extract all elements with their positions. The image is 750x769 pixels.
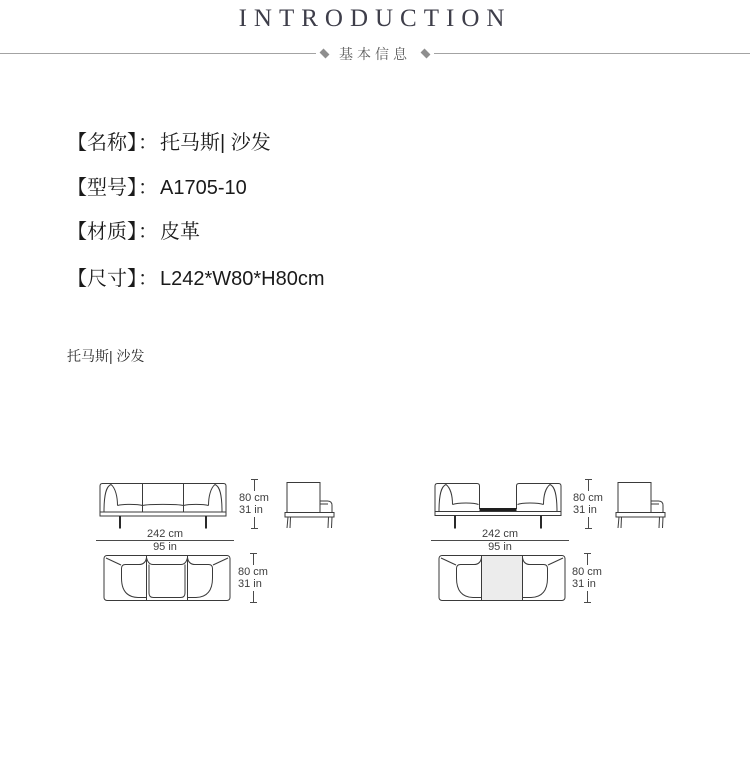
- height-in-label: 31 in: [573, 504, 597, 516]
- spec-colon: ：: [138, 132, 158, 154]
- height-in-label: 31 in: [239, 504, 263, 516]
- height-dimension: [570, 553, 604, 603]
- sofa-front-elevation: [96, 478, 230, 530]
- spec-label: 【尺寸】: [67, 268, 137, 290]
- height-cm-label: 80 cm: [239, 492, 269, 504]
- dimension-tick: [584, 602, 591, 603]
- sofa-with-table-top-view: [435, 552, 569, 604]
- sofa-side-elevation: [281, 480, 339, 529]
- dimension-line: [588, 517, 589, 528]
- height-dimension: [571, 479, 605, 529]
- spec-label: 【名称】: [67, 132, 137, 154]
- spec-value: 皮革: [160, 221, 200, 243]
- spec-colon: ：: [138, 268, 158, 290]
- spec-colon: ：: [138, 221, 158, 243]
- height-dimension: [237, 479, 271, 529]
- length-in-label: 95 in: [153, 541, 177, 553]
- dimension-line: [588, 480, 589, 491]
- length-in-label: 95 in: [488, 541, 512, 553]
- subtitle-divider-row: [0, 45, 750, 62]
- sofa-side-elevation: [612, 480, 670, 529]
- spec-row-name: [67, 131, 271, 155]
- spec-label: 【材质】: [67, 221, 137, 243]
- length-dimension: [431, 528, 569, 553]
- sofa-with-table-front-elevation: [431, 478, 565, 530]
- spec-row-material: [67, 220, 200, 244]
- dimension-tick: [250, 602, 257, 603]
- dimension-line: [254, 480, 255, 491]
- dimension-line: [253, 591, 254, 602]
- dimension-line: [253, 554, 254, 565]
- height-in-label: 31 in: [238, 578, 262, 590]
- dimension-line: [254, 517, 255, 528]
- height-cm-label: 80 cm: [572, 566, 602, 578]
- diamond-icon: [421, 49, 431, 59]
- dimension-tick: [585, 528, 592, 529]
- right-rule: [434, 53, 750, 54]
- spec-row-size: [67, 267, 325, 291]
- spec-value: L242*W80*H80cm: [160, 268, 325, 290]
- length-dimension: [96, 528, 234, 553]
- height-cm-label: 80 cm: [573, 492, 603, 504]
- dimension-drawings: [0, 470, 750, 769]
- dimension-line: [587, 554, 588, 565]
- dimension-line: [587, 591, 588, 602]
- spec-row-model: [67, 176, 247, 200]
- spec-label: 【型号】: [67, 177, 137, 199]
- product-caption: 托马斯| 沙发: [67, 348, 145, 364]
- sofa-top-view: [100, 552, 234, 604]
- page-title: INTRODUCTION: [238, 5, 512, 32]
- length-cm-label: 242 cm: [146, 528, 184, 540]
- spec-value: A1705-10: [160, 177, 247, 199]
- height-cm-label: 80 cm: [238, 566, 268, 578]
- diamond-icon: [320, 49, 330, 59]
- dimension-tick: [251, 528, 258, 529]
- height-dimension: [236, 553, 270, 603]
- subtitle: 基本信息: [339, 45, 411, 62]
- spec-colon: ：: [138, 177, 158, 199]
- left-rule: [0, 53, 316, 54]
- spec-value: 托马斯| 沙发: [160, 132, 271, 154]
- length-cm-label: 242 cm: [481, 528, 519, 540]
- height-in-label: 31 in: [572, 578, 596, 590]
